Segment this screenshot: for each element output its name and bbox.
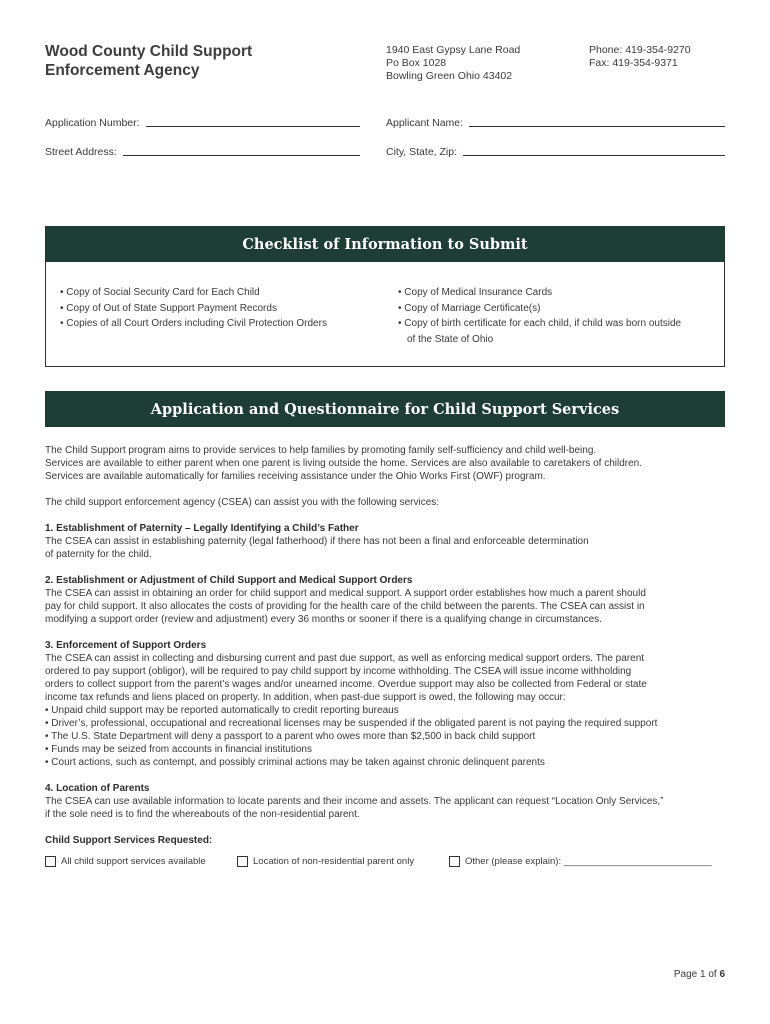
phone-number: Phone: 419-354-9270	[589, 44, 691, 56]
agency-name	[45, 42, 252, 80]
address-line: Bowling Green Ohio 43402	[386, 70, 513, 82]
section-line: The CSEA can assist in establishing paternity (legal fatherhood) if there has not been a final and enforceable determination	[45, 536, 589, 547]
application-banner	[45, 391, 725, 427]
checklist-item: • Copy of birth certificate for each child, if child was born outside	[398, 318, 682, 329]
checklist-banner	[45, 226, 725, 262]
application-title: Application and Questionnaire for Child Support Services	[150, 400, 620, 418]
application-number-line[interactable]	[146, 125, 360, 127]
agency-name-line2: Enforcement Agency	[45, 62, 200, 79]
section-line: The CSEA can assist in obtaining an order for child support and medical support. A support order establishes how much a parent should	[45, 588, 646, 599]
section-line: income tax refunds and liens placed on property. In addition, when past-due support is owed, the following may occur:	[45, 692, 566, 703]
agency-address	[386, 44, 520, 83]
applicant-name-field[interactable]	[386, 117, 725, 129]
section-line: ordered to pay support (obligor), will be required to pay child support by income withholding. The CSEA will issue income withholding	[45, 666, 632, 677]
section-line: modifying a support order (review and adjustment) every 36 months or sooner if there is a qualifying change in circumstances.	[45, 614, 602, 625]
section-line: if the sole need is to find the whereabouts of the non-residential parent.	[45, 809, 360, 820]
page-label: Page 1 of	[673, 969, 717, 980]
city-state-zip-field[interactable]	[386, 146, 725, 158]
checklist-box	[45, 262, 725, 367]
application-number-label: Application Number:	[45, 117, 140, 129]
section-heading-enforcement: 3. Enforcement of Support Orders	[45, 640, 207, 651]
services-requested-heading: Child Support Services Requested:	[45, 835, 213, 846]
checklist-left-column	[60, 285, 327, 332]
section-line: pay for child support. It also allocates the costs of providing for the health care of the child between the parents. The CSEA can assist in	[45, 601, 645, 612]
section-bullet: • Funds may be seized from accounts in financial institutions	[45, 744, 312, 755]
section-line: The CSEA can assist in collecting and disbursing current and past due support, as well as enforcing medical support orders. The parent	[45, 653, 645, 664]
checklist-item: • Copies of all Court Orders including Civil Protection Orders	[60, 318, 327, 329]
street-address-label: Street Address:	[45, 146, 117, 158]
option-label: All child support services available	[61, 856, 206, 867]
address-line: Po Box 1028	[386, 57, 447, 69]
section-heading-location: 4. Location of Parents	[45, 783, 150, 794]
section-heading-paternity: 1. Establishment of Paternity – Legally Identifying a Child’s Father	[45, 523, 359, 534]
city-state-zip-label: City, State, Zip:	[386, 146, 457, 158]
checklist-title: Checklist of Information to Submit	[242, 235, 528, 253]
option-all-services[interactable]	[45, 856, 206, 867]
fax-number: Fax: 419-354-9371	[589, 57, 678, 69]
street-address-line[interactable]	[123, 154, 360, 156]
section-heading-establishment: 2. Establishment or Adjustment of Child Support and Medical Support Orders	[45, 575, 413, 586]
section-bullet: • Unpaid child support may be reported automatically to credit reporting bureaus	[45, 705, 399, 716]
checkbox[interactable]	[45, 856, 56, 867]
checklist-right-column	[398, 285, 681, 347]
application-number-field[interactable]	[45, 117, 360, 129]
checklist-item: • Copy of Out of State Support Payment Records	[60, 302, 277, 314]
city-state-zip-line[interactable]	[463, 154, 725, 156]
checklist-item-continued: of the State of Ohio	[407, 333, 494, 345]
agency-name-line1: Wood County Child Support	[45, 43, 253, 60]
page-number	[674, 969, 725, 980]
intro-line: The Child Support program aims to provide services to help families by promoting family self-sufficiency and child well-being.	[45, 445, 597, 456]
applicant-name-label: Applicant Name:	[386, 117, 464, 129]
section-line: of paternity for the child.	[45, 549, 152, 560]
agency-contact	[589, 44, 691, 70]
page-total: 6	[719, 969, 725, 980]
section-line: The CSEA can use available information to locate parents and their income and assets. The applicant can request “Location Only Services,”	[45, 796, 664, 807]
checklist-item: • Copy of Social Security Card for Each Child	[60, 287, 260, 298]
checklist-item: • Copy of Marriage Certificate(s)	[398, 302, 541, 314]
checkbox[interactable]	[237, 856, 248, 867]
option-label: Other (please explain): ____________________________	[465, 856, 712, 867]
application-body	[45, 444, 735, 847]
checkbox[interactable]	[449, 856, 460, 867]
intro-line: Services are available to either parent when one parent is living outside the home. Services are also available to caretakers of children.	[45, 458, 642, 469]
option-location-only[interactable]	[237, 856, 414, 867]
section-bullet: • Driver’s, professional, occupational and recreational licenses may be suspended if the obligated parent is not paying the required support	[45, 718, 658, 729]
address-line: 1940 East Gypsy Lane Road	[386, 44, 521, 56]
option-label: Location of non-residential parent only	[253, 856, 415, 867]
applicant-name-line[interactable]	[469, 125, 725, 127]
section-bullet: • The U.S. State Department will deny a passport to a parent who owes more than $2,500 in back child support	[45, 731, 536, 742]
checklist-item: • Copy of Medical Insurance Cards	[398, 287, 553, 298]
intro-line: Services are available automatically for families receiving assistance under the Ohio Works First (OWF) program.	[45, 471, 546, 482]
section-bullet: • Court actions, such as contempt, and possibly criminal actions may be taken against chronic delinquent parents	[45, 757, 545, 768]
services-intro: The child support enforcement agency (CSEA) can assist you with the following services:	[45, 497, 440, 508]
street-address-field[interactable]	[45, 146, 360, 158]
section-line: orders to collect support from the parent’s wages and/or unearned income. Overdue support may also be collected from Federal or state	[45, 679, 647, 690]
option-other[interactable]	[449, 856, 712, 867]
